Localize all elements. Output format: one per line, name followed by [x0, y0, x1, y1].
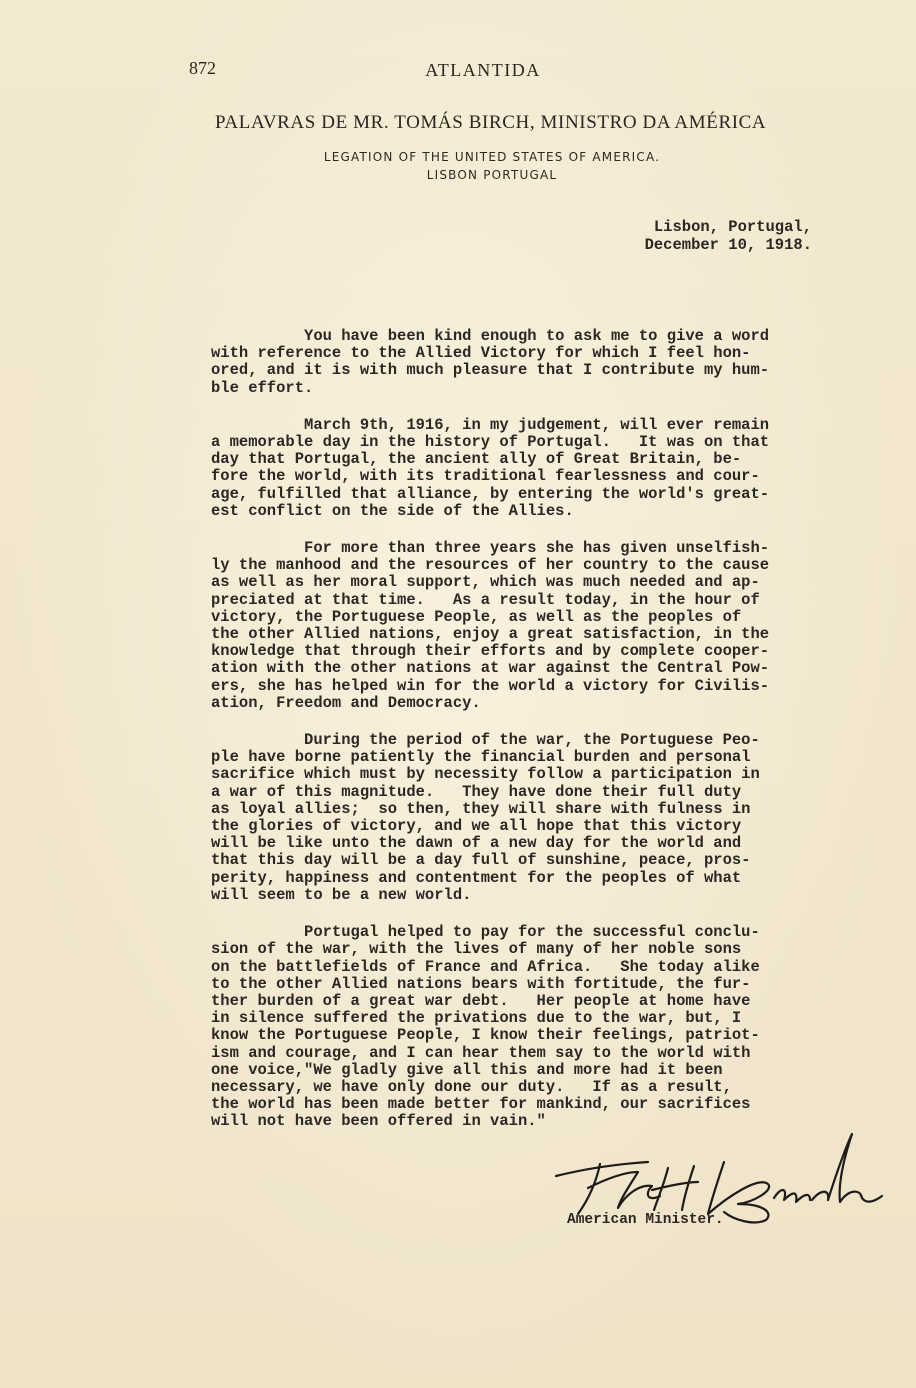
paragraph-2: March 9th, 1916, in my judgement, will ever remain a memorable day in the history of Portugal. It was on that day that Portugal, the ancient ally of Great Britain, be- fore the world, with its traditional fearlessness and cour- age, fulfilled that alliance, by entering the world's great- est conflict on the side of the Allies. — [211, 415, 770, 520]
dateline-place: Lisbon, Portugal, — [653, 218, 812, 236]
paragraph-1: You have been kind enough to ask me to give a word with reference to the Allied Victory for which I feel hon- ored, and it is with much pleasure that I contribute my hum- ble effort. — [211, 327, 770, 397]
running-head: ATLANTIDA — [425, 60, 541, 80]
dateline-date: December 10, 1918. — [644, 236, 812, 254]
closing-title: American Minister. — [567, 1212, 724, 1228]
paragraph-3: For more than three years she has given unselfish- ly the manhood and the resources of her country to the cause as well as her moral support, which was much needed and ap- preciated at that time. As a result today, in the hour of victory, the Portuguese People, as well as the peoples of the other Allied nations, enjoy a great satisfaction, in the knowledge that through their efforts and by complete cooper- ation with the other nations at war against the Central Pow- ers, she has helped win for the world a victory for Civilis- ation, Freedom and Democracy. — [211, 539, 770, 712]
dateline — [645, 218, 812, 254]
letterhead — [297, 148, 687, 184]
letterhead-line-2: LISBON PORTUGAL — [426, 168, 558, 182]
article-title: PALAVRAS DE MR. TOMÁS BIRCH, MINISTRO DA AMÉRICA — [215, 112, 767, 133]
letterhead-line-1: LEGATION OF THE UNITED STATES OF AMERICA. — [323, 150, 661, 164]
page-number: 872 — [189, 58, 216, 78]
letter-body — [211, 328, 841, 1151]
paragraph-4: During the period of the war, the Portuguese Peo- ple have borne patiently the financial burden and personal sacrifice which must by necessity follow a participation in a war of this magnitude. They have done their full duty as loyal allies; so then, they will share with fulness in the glories of victory, and we all hope that this victory will be like unto the dawn of a new day for the world and that this day will be a day full of sunshine, peace, pros- perity, happiness and contentment for the peoples of what will seem to be a new world. — [211, 731, 760, 904]
paragraph-5: Portugal helped to pay for the successful conclu- sion of the war, with the lives of many of her noble sons on the battlefields of France and Africa. She today alike to the other Allied nations bears with fortitude, the fur- ther burden of a great war debt. Her people at home have in silence suffered the privations due to the war, but, I know the Portuguese People, I know their feelings, patriot- ism and courage, and I can hear them say to the world with one voice,"We gladly give all this and more had it been necessary, we have only done our duty. If as a result, the world has been made better for mankind, our sacrifices will not have been offered in vain." — [211, 923, 760, 1131]
